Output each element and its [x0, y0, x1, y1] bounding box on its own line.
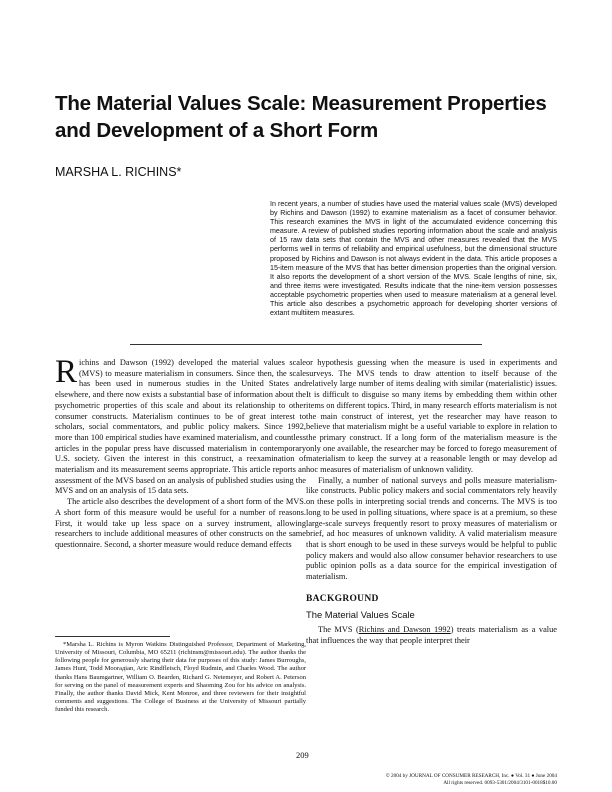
intro-paragraph: [55, 354, 306, 497]
author-footnote-text: *Marsha L. Richins is Myron Watkins Distinguished Professor, Department of Marketing, University of Missouri, Columbia, MO 65211 (richinsm@missouri.edu). The author thanks the following people for generously sharing their data for purposes of this study: James Burroughs, James Hunt, Todd Moorадian, Aric Rindfleisch, Floyd Rudmin, and Charles Wood. The author thanks Hans Baumgartner, William O. Bearden, Richard G. Netemeyer, and Robert A. Peterson for serving on the panel of measurement experts and Shaoming Zou for his advice on analysis. Finally, the author thanks David Mick, Kent Monroe, and three reviewers for their insightful comments and suggestions. The College of Business at the University of Missouri partially funded this research.: [55, 641, 306, 714]
article-title: The Material Values Scale: Measurement Properties and Development of a Short Form: [55, 92, 547, 142]
rights-line: All rights reserved. 0093-5301/2004/3101-0018$10.00: [443, 780, 557, 786]
citation-link[interactable]: Richins and Dawson 1992: [358, 625, 451, 635]
subsection-heading-mvs: The Material Values Scale: [306, 609, 415, 621]
mvs-paragraph: [306, 625, 557, 646]
right-column: [306, 358, 557, 647]
footnote-divider: [55, 636, 170, 637]
author-footnote: [55, 641, 306, 714]
polls-paragraph: Finally, a number of national surveys and polls measure materialism-like constructs. Public policy makers and social commentators rely heavily on these polls in interpreting social trends and concerns. The MVS is too long to be used in polling situations, where space is at a premium, so these large-scale surveys frequently resort to proxy measures of materialism or brief, ad hoc measures of unknown validity. A valid materialism measure that is short enough to be used in these surveys would be helpful to public policy makers and would also allow consumer behavior researchers to use public opinion polls as a data source for the empirical investigation of materialism.: [306, 475, 557, 582]
continuation-paragraph: or hypothesis guessing when the measure is used in experiments and surveys. The MVS tends to draw attention to itself because of the relatively large number of items dealing with similar (materialistic) issues. It is difficult to disguise so many items by embedding them within other items on different topics. Third, in many research efforts materialism is not the main construct of interest, yet the researcher may have reason to believe that materialism might be a useful variable to explore in relation to the primary construct. If a long form of the materialism measure is the only one available, the researcher may be forced to forego measurement of materialism to keep the survey at a reasonable length or may develop ad hoc measures of materialism of unknown validity.: [306, 358, 557, 475]
journal-footer: [320, 773, 557, 787]
intro-paragraph-text: ichins and Dawson (1992) developed the material values scale (MVS) to measure materialism in consumers. Since then, the scale has been used in numerous studies in the United States and elsewhere, and there now exists a substantial base of information about the psychometric properties of this scale and about its relationship to other consumer constructs. Materialism continues to be of great interest to scholars, social commentators, and public policy makers. Since 1992, more than 100 empirical studies have examined materialism, and countless articles in the popular press have discussed materialism in contemporary U.S. society. Given the interest in this construct, a reexamination of materialism and its measurement seems appropriate. This article reports an assessment of the MVS based on an analysis of published studies using the MVS and on an analysis of 15 data sets.: [55, 358, 306, 496]
mvs-paragraph-start: The MVS (: [318, 625, 359, 635]
page-number: 209: [296, 750, 309, 760]
abstract: In recent years, a number of studies have used the material values scale (MVS) developed by Richins and Dawson (1992) to examine materialism as a facet of consumer behavior. This research examines the MVS in light of the accumulated evidence concerning this measure. A review of published studies reporting information about the scale and analysis of 15 raw data sets that contain the MVS and other measures revealed that the MVS performs well in terms of reliability and empirical usefulness, but the dimensional structure proposed by Richins and Dawson is not always evident in the data. This article proposes a 15-item measure of the MVS that has better dimension properties than the original version. It also reports the development of a short version of the MVS. Scale lengths of nine, six, and three items were investigated. Results indicate that the nine-item version possesses acceptable psychometric properties when used to measure materialism at a general level. This article also describes a psychometric approach for developing shorter versions of extant multiitem measures.: [270, 200, 557, 318]
short-form-paragraph: The article also describes the development of a short form of the MVS. A short form of this measure would be useful for a number of reasons. First, it would take up less space on a survey instrument, allowing researchers to include additional measures of other constructs on the same questionnaire. Second, a shorter measure would reduce demand effects: [55, 497, 306, 549]
author-name: MARSHA L. RICHINS*: [55, 165, 182, 179]
section-heading-background: BACKGROUND: [306, 593, 379, 604]
copyright-line: © 2004 by JOURNAL OF CONSUMER RESEARCH, Inc. ● Vol. 31 ● June 2004: [385, 773, 557, 779]
left-column: [55, 354, 306, 551]
drop-cap: R: [55, 354, 78, 390]
abstract-divider: [130, 344, 482, 345]
mvs-paragraph-end: ) treats materialism as a value that influences the way that people interpret their: [306, 625, 557, 645]
